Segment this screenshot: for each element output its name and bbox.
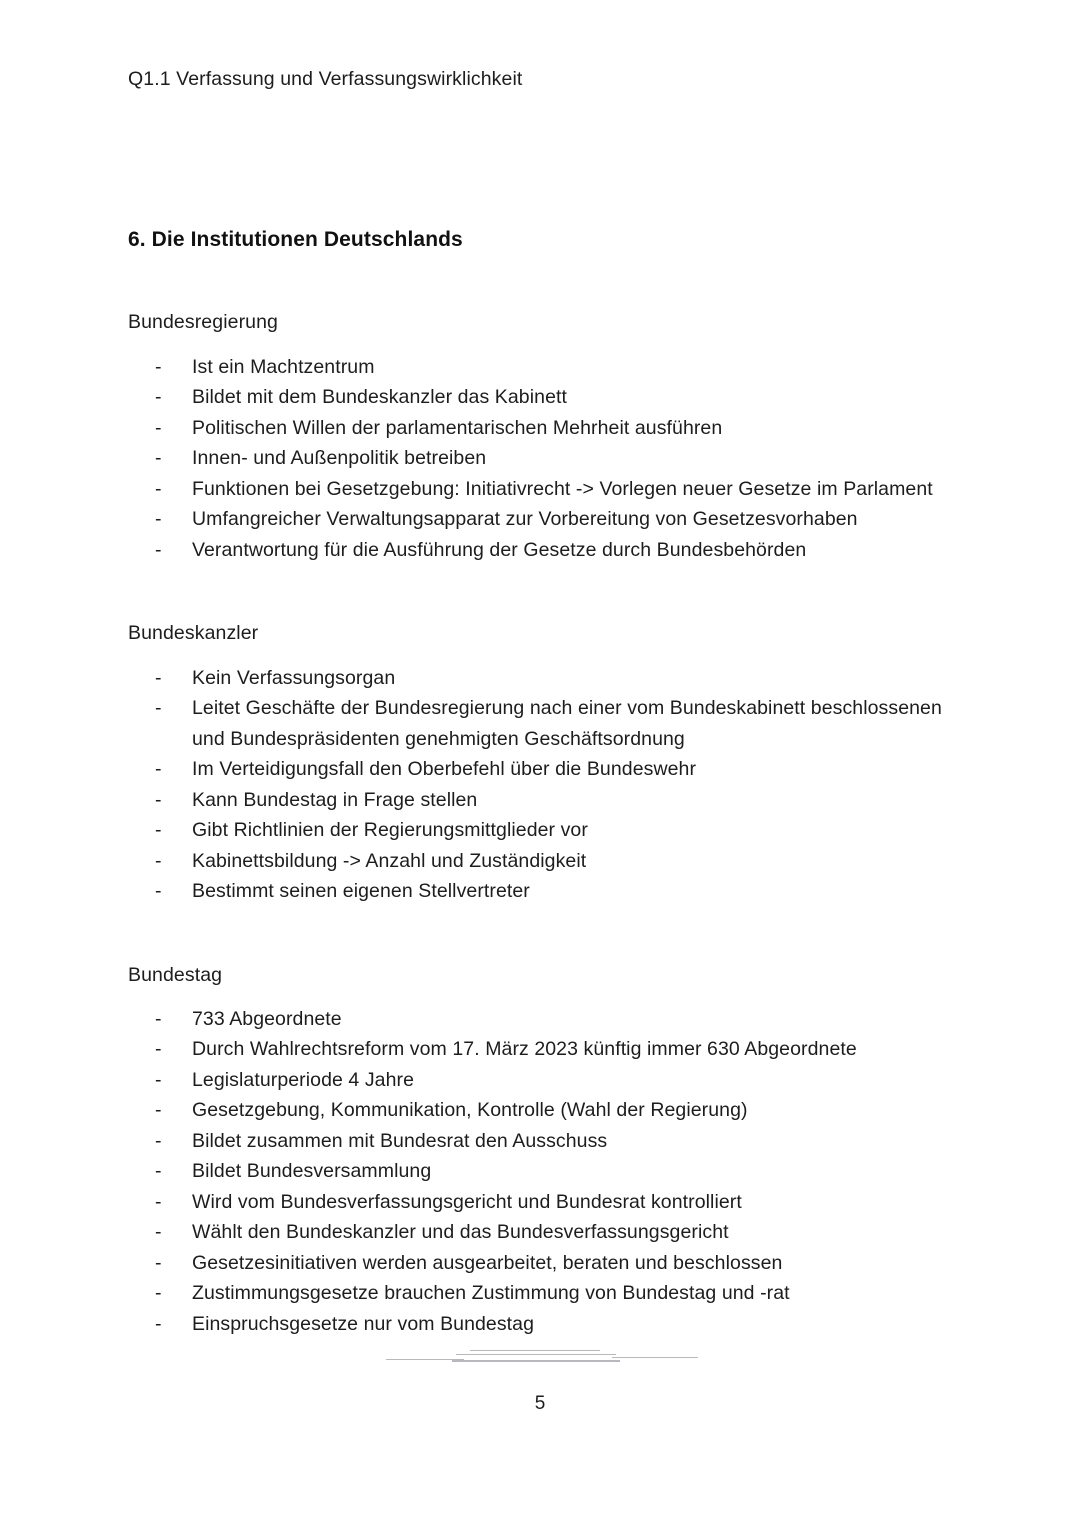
section-heading: Bundeskanzler (128, 622, 259, 645)
bullet-dash-icon: - (155, 508, 162, 531)
bullet-dash-icon: - (155, 355, 162, 378)
bullet-dash-icon: - (155, 1099, 162, 1122)
bullet-dash-icon: - (155, 849, 162, 872)
bullet-dash-icon: - (155, 1221, 162, 1244)
bullet-dash-icon: - (155, 477, 162, 500)
list-item (128, 1156, 952, 1187)
list-item (128, 815, 952, 846)
list-item (128, 535, 952, 566)
page-number: 5 (534, 1393, 546, 1414)
bullet-dash-icon: - (155, 758, 162, 780)
list-item (128, 754, 952, 785)
list-item-text: Bildet mit dem Bundeskanzler das Kabinett (192, 386, 567, 409)
bullet-dash-icon: - (155, 538, 162, 561)
list-item (128, 413, 952, 444)
running-header: Q1.1 Verfassung und Verfassungswirklichkeit (128, 68, 523, 90)
list-item-text: Ist ein Machtzentrum (192, 355, 375, 378)
bullet-dash-icon: - (155, 880, 162, 902)
list-item-text: Verantwortung für die Ausführung der Gesetze durch Bundesbehörden (192, 538, 807, 561)
list-item (128, 1065, 952, 1096)
list-item (128, 1004, 952, 1035)
list-item-text: Durch Wahlrechtsreform vom 17. März 2023 künftig immer 630 Abgeordnete (192, 1038, 857, 1061)
list-item-text: Bildet Bundesversammlung (192, 1160, 432, 1183)
bullet-dash-icon: - (155, 788, 162, 811)
list-item (128, 785, 952, 816)
bullet-list (128, 647, 952, 907)
list-item-text: Zustimmungsgesetze brauchen Zustimmung von Bundestag und -rat (192, 1282, 790, 1305)
list-item-text: Einspruchsgesetze nur vom Bundestag (192, 1312, 535, 1335)
list-item (128, 1278, 952, 1309)
bullet-dash-icon: - (155, 666, 162, 689)
bullet-dash-icon: - (155, 1282, 162, 1305)
list-item-text: Wählt den Bundeskanzler und das Bundesverfassungsgericht (192, 1221, 729, 1244)
list-item (128, 846, 952, 877)
list-item (128, 876, 952, 907)
list-item-text: Bestimmt seinen eigenen Stellvertreter (192, 880, 530, 902)
list-item-text: Politischen Willen der parlamentarischen Mehrheit ausführen (192, 416, 723, 439)
bullet-dash-icon: - (155, 1251, 162, 1274)
list-item-text: Im Verteidigungsfall den Oberbefehl über die Bundeswehr (192, 758, 697, 780)
bullet-list (128, 336, 952, 566)
bullet-dash-icon: - (155, 1190, 162, 1213)
list-item (128, 663, 952, 694)
list-item-text: Kabinettsbildung -> Anzahl und Zuständigkeit (192, 849, 587, 872)
scan-line-right (612, 1357, 698, 1358)
list-item-text: Innen- und Außenpolitik betreiben (192, 447, 487, 470)
list-item (128, 474, 952, 505)
section-bundesregierung (128, 252, 952, 565)
bullet-dash-icon: - (155, 1312, 162, 1335)
list-item (128, 504, 952, 535)
bullet-dash-icon: - (155, 1129, 162, 1152)
list-item-text: Funktionen bei Gesetzgebung: Initiativrecht -> Vorlegen neuer Gesetze im Parlament (192, 477, 933, 500)
section-bundestag (128, 907, 952, 1340)
list-item (128, 1095, 952, 1126)
list-item-text: Gibt Richtlinien der Regierungsmittglieder vor (192, 819, 588, 841)
list-item (128, 1187, 952, 1218)
list-item (128, 1217, 952, 1248)
section-heading: Bundestag (128, 963, 223, 986)
list-item (128, 1126, 952, 1157)
scan-artifact-lines (0, 1345, 1080, 1371)
list-item-text: Leitet Geschäfte der Bundesregierung nach einer vom Bundeskabinett beschlossenen und Bundespräsidenten genehmigten Geschäftsordnung (192, 697, 942, 750)
list-item-text: Bildet zusammen mit Bundesrat den Ausschuss (192, 1129, 608, 1152)
list-item-text: Gesetzgebung, Kommunikation, Kontrolle (Wahl der Regierung) (192, 1099, 748, 1122)
list-item (128, 1034, 952, 1065)
page-footer (0, 1345, 1080, 1415)
scan-line-center (452, 1360, 620, 1362)
scan-line-top (470, 1350, 600, 1351)
bullet-dash-icon: - (155, 416, 162, 439)
list-item-text: Wird vom Bundesverfassungsgericht und Bundesrat kontrolliert (192, 1190, 742, 1213)
sections-container (128, 252, 952, 1339)
list-item-text: Umfangreicher Verwaltungsapparat zur Vorbereitung von Gesetzesvorhaben (192, 508, 858, 531)
list-item (128, 382, 952, 413)
bullet-dash-icon: - (155, 447, 162, 470)
list-item-text: Kann Bundestag in Frage stellen (192, 788, 478, 811)
list-item (128, 1309, 952, 1340)
list-item (128, 352, 952, 383)
bullet-dash-icon: - (155, 1068, 162, 1091)
bullet-dash-icon: - (155, 697, 162, 719)
list-item-text: Gesetzesinitiativen werden ausgearbeitet, beraten und beschlossen (192, 1251, 783, 1274)
page-title: 6. Die Institutionen Deutschlands (128, 228, 463, 252)
section-heading: Bundesregierung (128, 311, 278, 334)
list-item (128, 693, 952, 754)
bullet-dash-icon: - (155, 386, 162, 409)
list-item-text: Legislaturperiode 4 Jahre (192, 1068, 415, 1091)
section-bundeskanzler (128, 565, 952, 906)
list-item-text: 733 Abgeordnete (192, 1007, 342, 1030)
bullet-list (128, 988, 952, 1340)
list-item (128, 1248, 952, 1279)
bullet-dash-icon: - (155, 1007, 162, 1030)
page-content (128, 0, 952, 1339)
bullet-dash-icon: - (155, 1038, 162, 1061)
bullet-dash-icon: - (155, 1160, 162, 1183)
bullet-dash-icon: - (155, 819, 162, 841)
list-item-text: Kein Verfassungsorgan (192, 666, 396, 689)
list-item (128, 443, 952, 474)
scan-line-upper-mid (456, 1354, 616, 1355)
